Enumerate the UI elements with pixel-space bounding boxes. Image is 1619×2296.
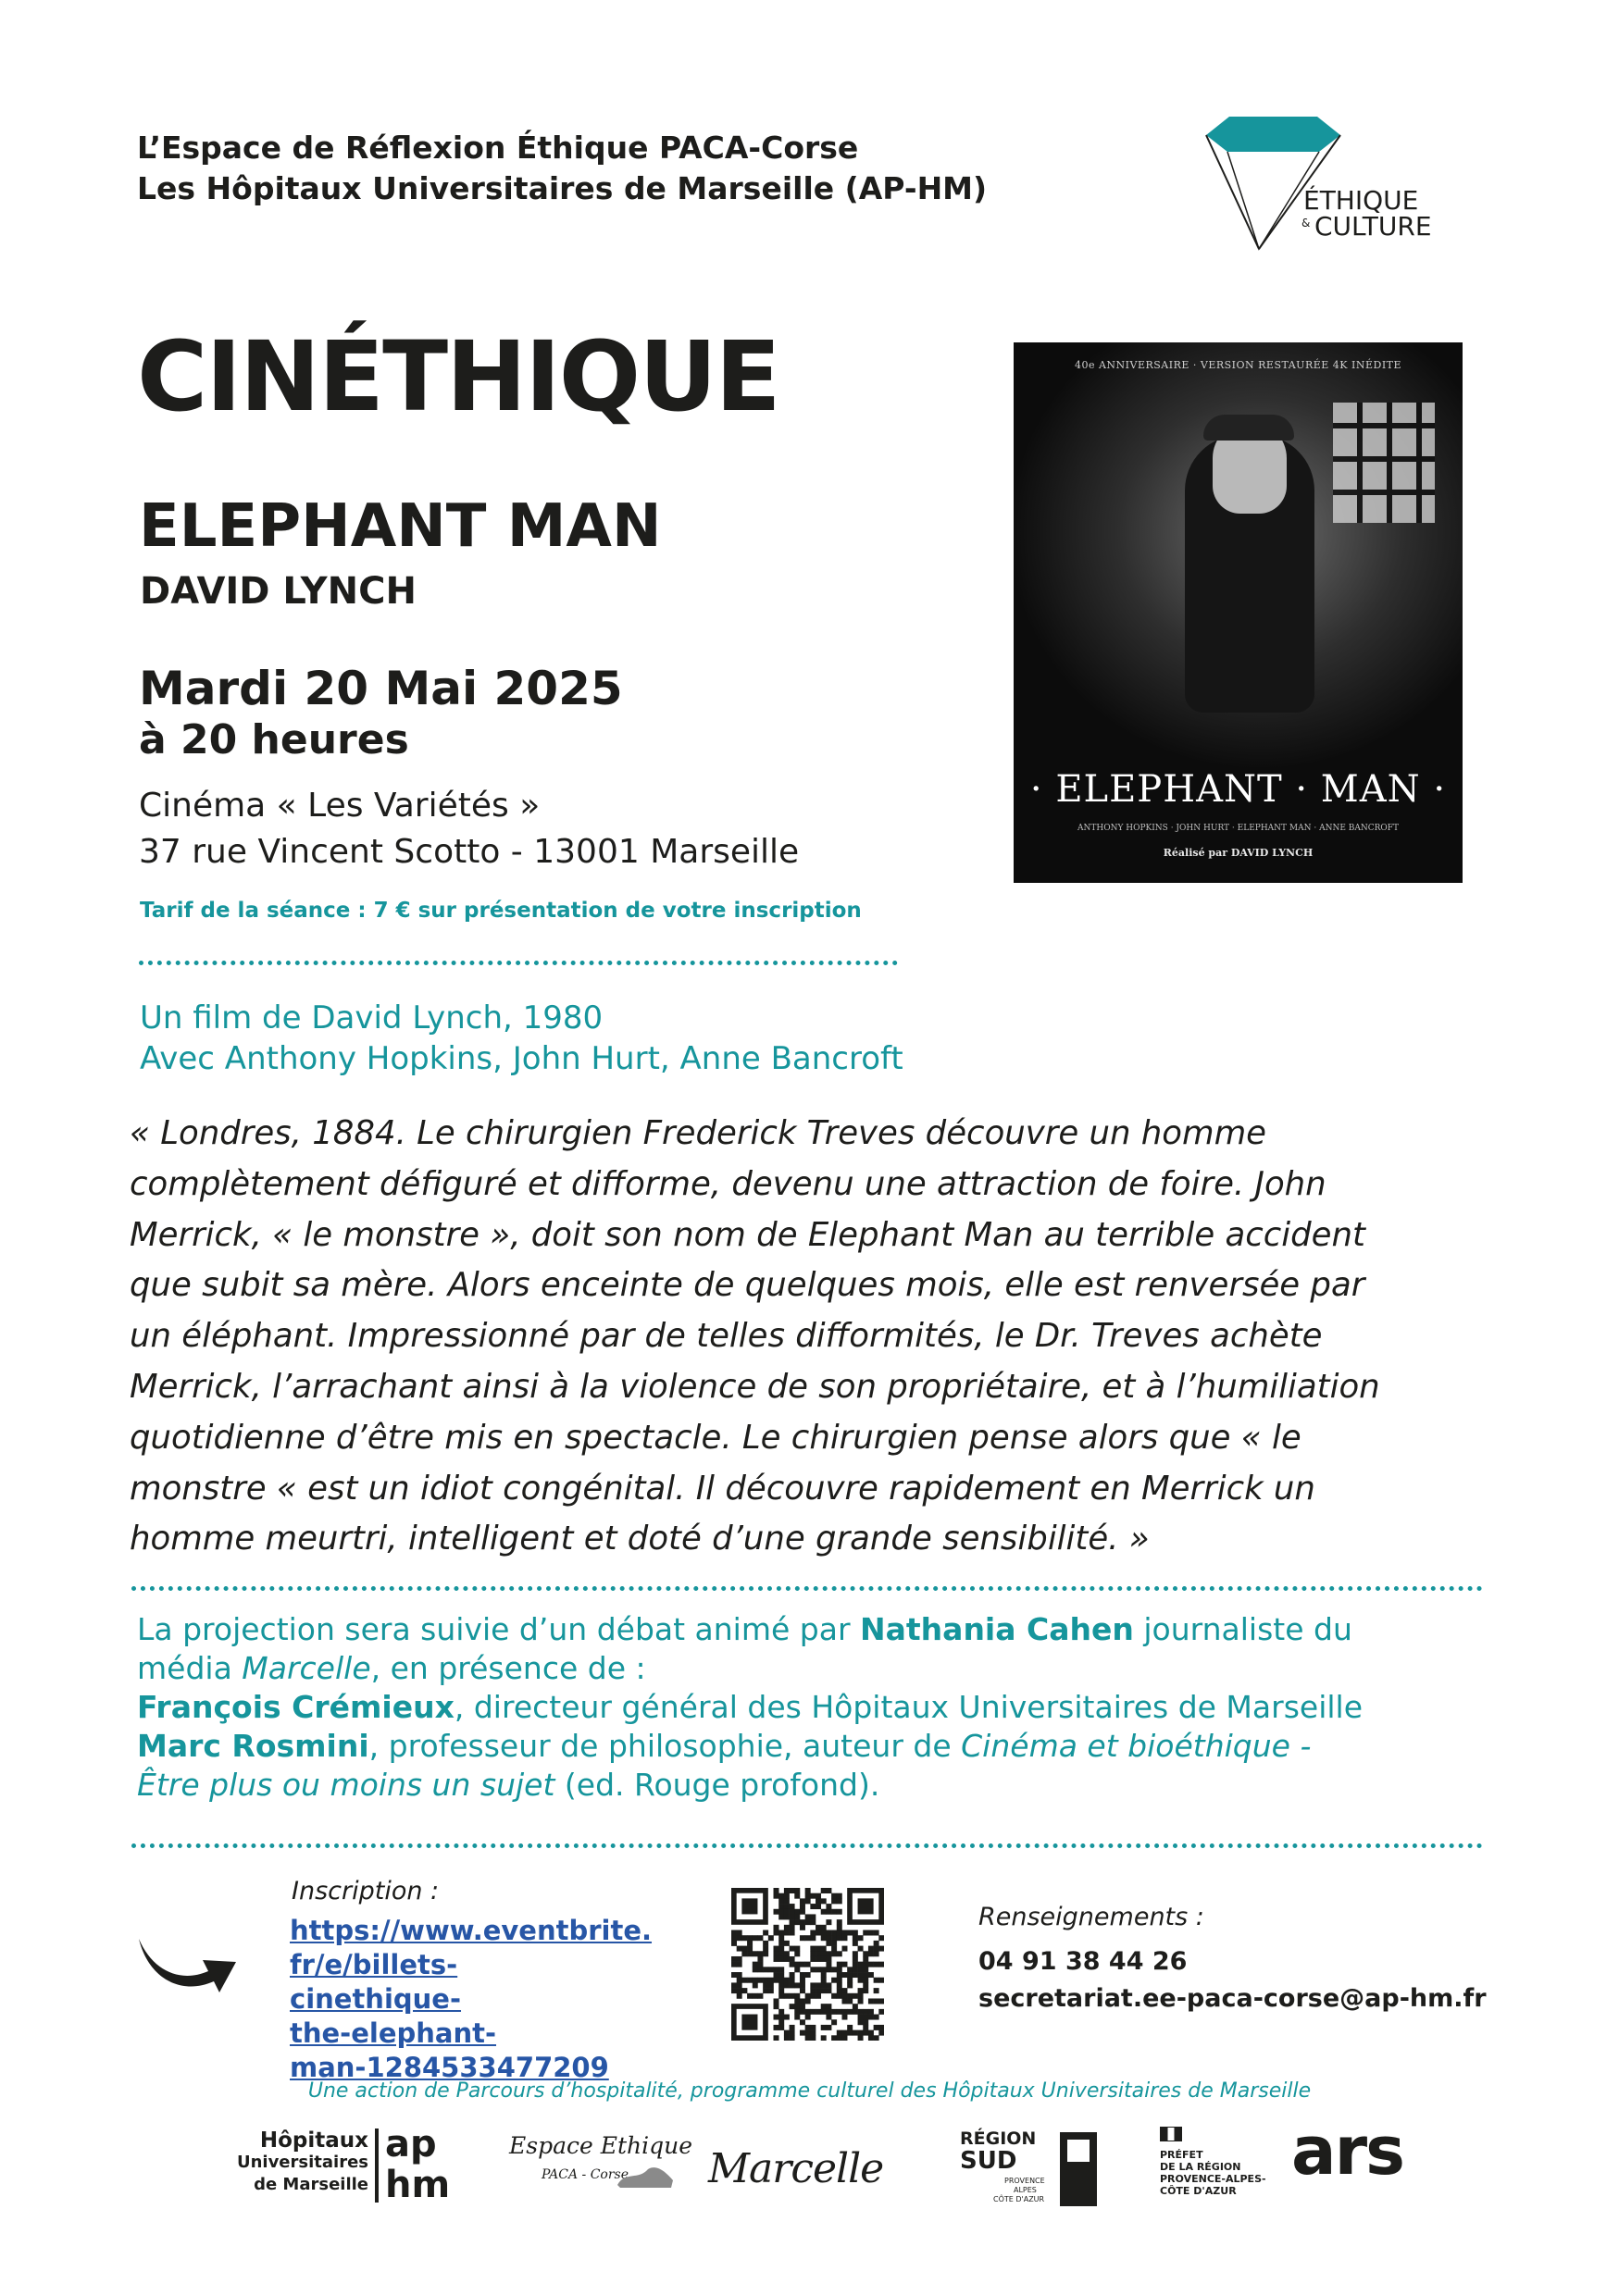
book-title: Cinéma et bioéthique - [961, 1728, 1312, 1764]
registration-link[interactable] [290, 1914, 653, 2085]
debate-text: , en présence de : [370, 1650, 646, 1686]
synopsis-line: Merrick, l’arrachant ainsi à la violence de son propriétaire, et à l’humiliation [130, 1367, 1380, 1406]
link-line[interactable]: the-elephant- [290, 2017, 497, 2049]
poster-tagline: 40e ANNIVERSAIRE · VERSION RESTAURÉE 4K INÉDITE [1074, 359, 1402, 371]
director-name: DAVID LYNCH [140, 570, 417, 613]
region-sud-logo: RÉGION SUD PROVENCE ALPES CÔTE D'AZUR [960, 2128, 1099, 2212]
synopsis-line: monstre « est un idiot congénital. Il découvre rapidement en Merrick un [130, 1469, 1315, 1508]
poster-cast: ANTHONY HOPKINS · JOHN HURT · ELEPHANT MAN · ANNE BANCROFT [1077, 824, 1400, 833]
event-date: Mardi 20 Mai 2025 [139, 662, 623, 715]
poster-title: · ELEPHANT · MAN · [1029, 768, 1447, 811]
film-credits-director: Un film de David Lynch, 1980 [140, 999, 604, 1036]
guest-name: François Crémieux [137, 1689, 455, 1725]
book-title: Être plus ou moins un sujet [137, 1767, 555, 1803]
ars-logo: ars [1291, 2112, 1403, 2190]
guest-role: , directeur général des Hôpitaux Universitaires de Marseille [454, 1689, 1363, 1725]
divider [131, 1843, 1483, 1848]
synopsis-line: quotidienne d’être mis en spectacle. Le chirurgien pense alors que « le [130, 1418, 1301, 1457]
prefet-logo: PRÉFET DE LA RÉGION PROVENCE-ALPES- CÔTE D'AZUR [1160, 2127, 1280, 2215]
guest-role: , professeur de philosophie, auteur de [368, 1728, 962, 1764]
map-icon [616, 2162, 676, 2190]
moderator-name: Nathania Cahen [860, 1611, 1134, 1647]
venue-address: 37 rue Vincent Scotto - 13001 Marseille [139, 833, 800, 871]
film-title: ELEPHANT MAN [139, 492, 662, 561]
synopsis-line: que subit sa mère. Alors enceinte de quelques mois, elle est renversée par [130, 1266, 1365, 1305]
registration-label: Inscription : [292, 1877, 440, 1905]
curved-arrow-icon [134, 1920, 241, 1994]
logo-text-culture: CULTURE [1314, 211, 1432, 242]
logo-text-ethique: ÉTHIQUE [1303, 185, 1419, 216]
event-time: à 20 heures [139, 716, 409, 763]
qr-code[interactable] [731, 1888, 884, 2041]
synopsis-line: « Londres, 1884. Le chirurgien Frederick Treves découvre un homme [130, 1114, 1267, 1152]
synopsis-line: un éléphant. Impressionné par de telles difformités, le Dr. Treves achète [130, 1317, 1323, 1356]
synopsis-line: Merrick, « le monstre », doit son nom de Elephant Man au terrible accident [130, 1215, 1365, 1254]
debate-info [137, 1610, 1488, 1805]
marcelle-logo: Marcelle [708, 2145, 884, 2192]
film-poster [1014, 342, 1463, 883]
divider [131, 1586, 1483, 1591]
espace-ethique-logo: Espace Ethique PACA - Corse [504, 2128, 680, 2207]
organizer-line-1: L’Espace de Réflexion Éthique PACA-Corse [137, 130, 859, 166]
guest-name: Marc Rosmini [137, 1728, 369, 1764]
synopsis-line: homme meurtri, intelligent et doté d’une grande sensibilité. » [130, 1520, 1150, 1558]
divider [139, 961, 898, 965]
synopsis [130, 1109, 1481, 1565]
link-line[interactable]: https://www.eventbrite. [290, 1915, 653, 1946]
debate-text: journaliste du [1133, 1611, 1352, 1647]
debate-text: média [137, 1650, 243, 1686]
ethique-culture-logo [1202, 115, 1479, 254]
contact-email[interactable]: secretariat.ee-paca-corse@ap-hm.fr [978, 1984, 1487, 2013]
film-credits-cast: Avec Anthony Hopkins, John Hurt, Anne Bancroft [140, 1040, 903, 1077]
venue-name: Cinéma « Les Variétés » [139, 787, 541, 825]
poster-director: Réalisé par DAVID LYNCH [1163, 847, 1314, 859]
logo-text-amp: & [1301, 217, 1311, 230]
media-name: Marcelle [242, 1650, 371, 1686]
debate-text: La projection sera suivie d’un débat animé par [137, 1611, 861, 1647]
publisher: (ed. Rouge profond). [554, 1767, 880, 1803]
link-line[interactable]: man-1284533477209 [290, 2052, 609, 2083]
poster-window [1333, 403, 1435, 523]
price-info: Tarif de la séance : 7 € sur présentation de votre inscription [140, 899, 862, 923]
flag-icon [1160, 2127, 1182, 2141]
link-line[interactable]: fr/e/billets-cinethique- [290, 1949, 462, 2015]
contact-label: Renseignements : [978, 1903, 1204, 1931]
organizer-line-2: Les Hôpitaux Universitaires de Marseille (AP-HM) [137, 170, 988, 206]
synopsis-line: complètement défiguré et difforme, devenu une attraction de foire. John [130, 1164, 1326, 1203]
contact-phone[interactable]: 04 91 38 44 26 [978, 1947, 1188, 1976]
event-title: CINÉTHIQUE [137, 320, 779, 433]
aphm-logo: Hôpitaux Universitaires de Marseille ap hm [236, 2123, 451, 2206]
program-tagline: Une action de Parcours d’hospitalité, programme culturel des Hôpitaux Universitaires de Marseille [307, 2079, 1312, 2103]
